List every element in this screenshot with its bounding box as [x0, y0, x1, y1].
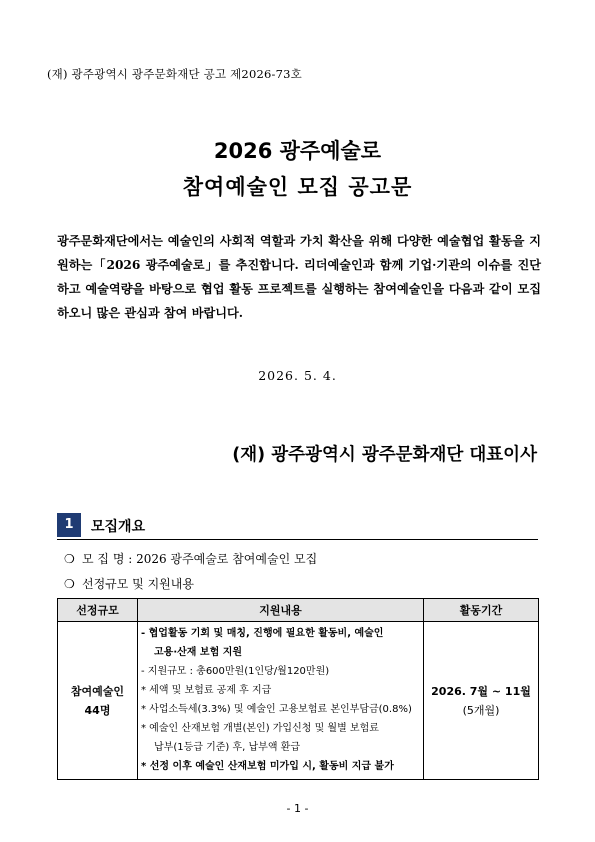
signer-name: (재) 광주광역시 광주문화재단 대표이사 — [232, 445, 537, 465]
table-row — [58, 622, 539, 780]
scale-count: 44명 — [84, 703, 111, 717]
circle-bullet-icon: ❍ — [64, 552, 75, 566]
section-header — [57, 513, 538, 540]
table-header-row — [58, 599, 539, 622]
support-line: - 협업활동 기회 및 매칭, 진행에 필요한 활동비, 예술인 — [141, 628, 384, 639]
table-header-cell: 활동기간 — [424, 599, 539, 622]
support-content-cell — [138, 622, 424, 780]
support-line: * 예술인 산재보험 개별(본인) 가입신청 및 월별 보험료 — [141, 723, 379, 734]
support-table — [57, 598, 539, 780]
table-header-cell: 지원내용 — [138, 599, 424, 622]
page-number: - 1 - — [286, 802, 309, 815]
bullet-item — [64, 575, 194, 592]
circle-bullet-icon: ❍ — [64, 577, 75, 591]
period-duration: (5개월) — [462, 703, 500, 717]
support-line: - 지원규모 : 총600만원(1인당/월120만원) — [141, 666, 330, 677]
support-line: 납부(1등급 기준) 후, 납부액 환급 — [154, 742, 300, 753]
intro-paragraph: 광주문화재단에서는 예술인의 사회적 역할과 가치 확산을 위해 다양한 예술협업 활동을 지원하는「2026 광주예술로」를 추진합니다. 리더예술인과 함께 기업·기관의 이슈를 진단하고 예술역량을 바탕으로 협업 활동 프로젝트를 실행하는 참여예술인을 다음과 같이 모집하오니 많은 관심과 참여 바랍니다. — [57, 234, 541, 320]
scale-label: 참여예술인 — [70, 684, 125, 698]
bullet-text: 선정규모 및 지원내용 — [82, 577, 194, 591]
support-line: * 사업소득세(3.3%) 및 예술인 고용보험료 본인부담금(0.8%) — [141, 704, 412, 715]
section-number-badge: 1 — [57, 513, 81, 537]
section-title: 모집개요 — [91, 519, 146, 535]
document-title-line2: 참여예술인 모집 공고문 — [182, 175, 413, 199]
bullet-item — [64, 550, 317, 567]
period-range: 2026. 7월 ~ 11월 — [431, 684, 531, 698]
notice-number: (재) 광주광역시 광주문화재단 공고 제2026-73호 — [47, 67, 302, 81]
bullet-text: 모 집 명 : 2026 광주예술로 참여예술인 모집 — [82, 552, 318, 566]
table-header-cell: 선정규모 — [58, 599, 138, 622]
support-line: * 선정 이후 예술인 산재보험 미가입 시, 활동비 지급 불가 — [141, 761, 394, 772]
support-line: 고용·산재 보험 지원 — [154, 647, 243, 658]
activity-period-cell — [424, 622, 539, 780]
notice-date: 2026. 5. 4. — [258, 368, 337, 383]
selection-scale-cell — [58, 622, 138, 780]
support-line: * 세액 및 보험료 공제 후 지급 — [141, 685, 272, 696]
document-title-line1: 2026 광주예술로 — [213, 139, 382, 163]
